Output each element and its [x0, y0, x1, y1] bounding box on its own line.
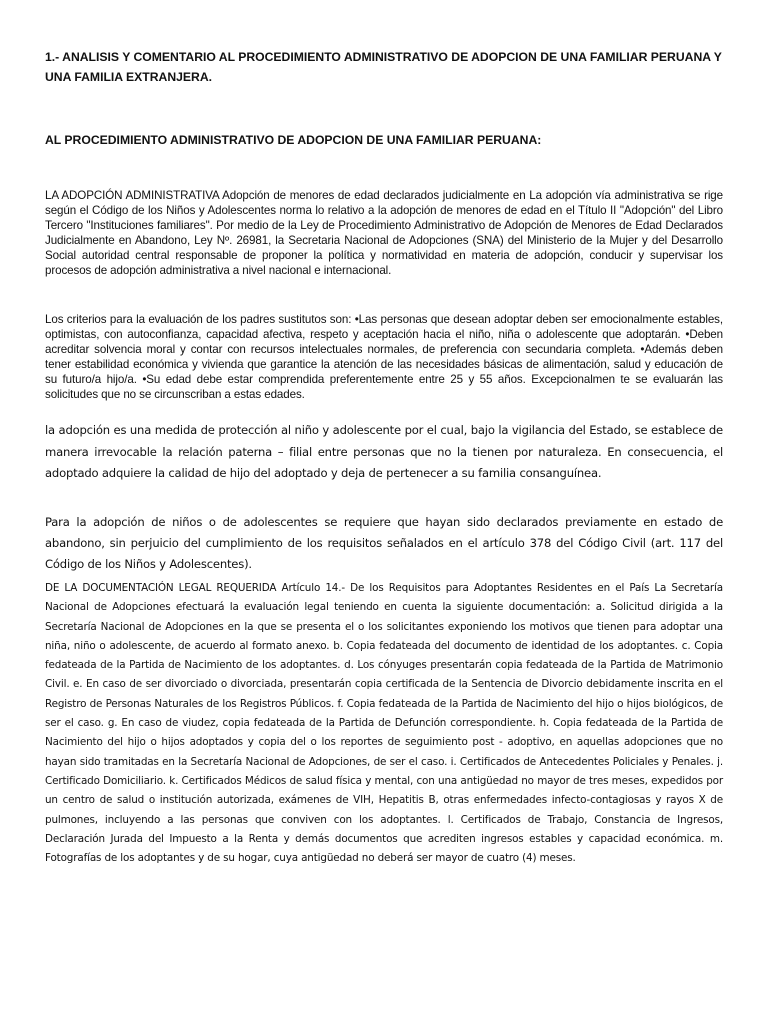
paragraph-adopcion-administrativa: LA ADOPCIÓN ADMINISTRATIVA Adopción de menores de edad declarados judicialmente en La adopción vía administrativa se rige según el Código de los Niños y Adolescentes norma lo relativo a la adopción de menores de edad en el Título II "Adopción" del Libro Tercero "Instituciones familiares". Por medio de la Ley de Procedimiento Administrativo de Adopción de Menores de Edad Declarados Judicialmente en Abandono, Ley Nº. 26981, la Secretaria Nacional de Adopciones (SNA) del Ministerio de la Mujer y del Desarrollo Social autoridad central responsable de proponer la política y normatividad en materia de adopción, conducir y supervisar los procesos de adopción administrativa a nivel nacional e internacional.	[45, 189, 723, 277]
section-heading-1: 1.- ANALISIS Y COMENTARIO AL PROCEDIMIENTO ADMINISTRATIVO DE ADOPCION DE UNA FAMILIAR PERUANA Y UNA FAMILIA EXTRANJERA.	[45, 50, 722, 84]
section-heading-2: AL PROCEDIMIENTO ADMINISTRATIVO DE ADOPCION DE UNA FAMILIAR PERUANA:	[45, 133, 542, 147]
paragraph-documentacion-legal: DE LA DOCUMENTACIÓN LEGAL REQUERIDA Artículo 14.- De los Requisitos para Adoptantes Residentes en el País La Secretaría Nacional de Adopciones efectuará la evaluación legal teniendo en cuenta la siguiente documentación: a. Solicitud dirigida a la Secretaría Nacional de Adopciones en la que se presenta el o los solicitantes exponiendo los motivos que tienen para adoptar una niña, niño o adolescente, de acuerdo al formato anexo. b. Copia fedateada del documento de identidad de los adoptantes. c. Copia fedateada de la Partida de Nacimiento de los adoptantes. d. Los cónyuges presentarán copia fedateada de la Partida de Matrimonio Civil. e. En caso de ser divorciado o divorciada, presentarán copia certificada de la Sentencia de Divorcio debidamente inscrita en el Registro de Personas Naturales de los Registros Públicos. f. Copia fedateada de la Partida de Nacimiento del hijo o hijos biológicos, de ser el caso. g. En caso de viudez, copia fedateada de la Partida de Defunción correspondiente. h. Copia fedateada de la Partida de Nacimiento del hijo o hijos adoptados y copia del o los reportes de seguimiento post - adoptivo, en aquellas adopciones que no hayan sido tramitadas en la Secretaría Nacional de Adopciones, de ser el caso. i. Certificados de Antecedentes Policiales y Penales. j. Certificado Domiciliario. k. Certificados Médicos de salud física y mental, con una antigüedad no mayor de tres meses, expedidos por un centro de salud o institución autorizada, exámenes de VIH, Hepatitis B, otras enfermedades infecto-contagiosas y rayos X de pulmones, incluyendo a las personas que conviven con los adoptantes. l. Certificados de Trabajo, Constancia de Ingresos, Declaración Jurada del Impuesto a la Renta y demás documentos que acrediten ingresos estables y capacidad económica. m. Fotografías de los adoptantes y de su hogar, cuya antigüedad no deberá ser mayor de cuatro (4) meses.	[45, 582, 723, 865]
paragraph-estado-abandono: Para la adopción de niños o de adolescentes se requiere que hayan sido declarados previamente en estado de abandono, sin perjuicio del cumplimiento de los requisitos señalados en el artículo 378 del Código Civil (art. 117 del Código de los Niños y Adolescentes).	[45, 515, 723, 571]
paragraph-criterios-evaluacion: Los criterios para la evaluación de los padres sustitutos son: •Las personas que desean adoptar deben ser emocionalmente estables, optimistas, con autoconfianza, capacidad afectiva, respeto y aceptación hacia el niño, niña o adolescente que adoptarán. •Deben acreditar solvencia moral y contar con recursos intelectuales normales, de preferencia con secundaria completa. •Además deben tener estabilidad económica y vivienda que garantice la atención de las necesidades básicas de alimentación, salud y educación de su futuro/a hijo/a. •Su edad debe estar comprendida preferentemente entre 25 y 55 años. Excepcionalmen te se evaluarán las solicitudes que no se circunscriban a estas edades.	[45, 313, 723, 401]
paragraph-medida-proteccion: la adopción es una medida de protección al niño y adolescente por el cual, bajo la vigilancia del Estado, se establece de manera irrevocable la relación paterna – filial entre personas que no la tienen por naturaleza. En consecuencia, el adoptado adquiere la calidad de hijo del adoptado y deja de pertenecer a su familia consanguínea.	[45, 423, 723, 480]
